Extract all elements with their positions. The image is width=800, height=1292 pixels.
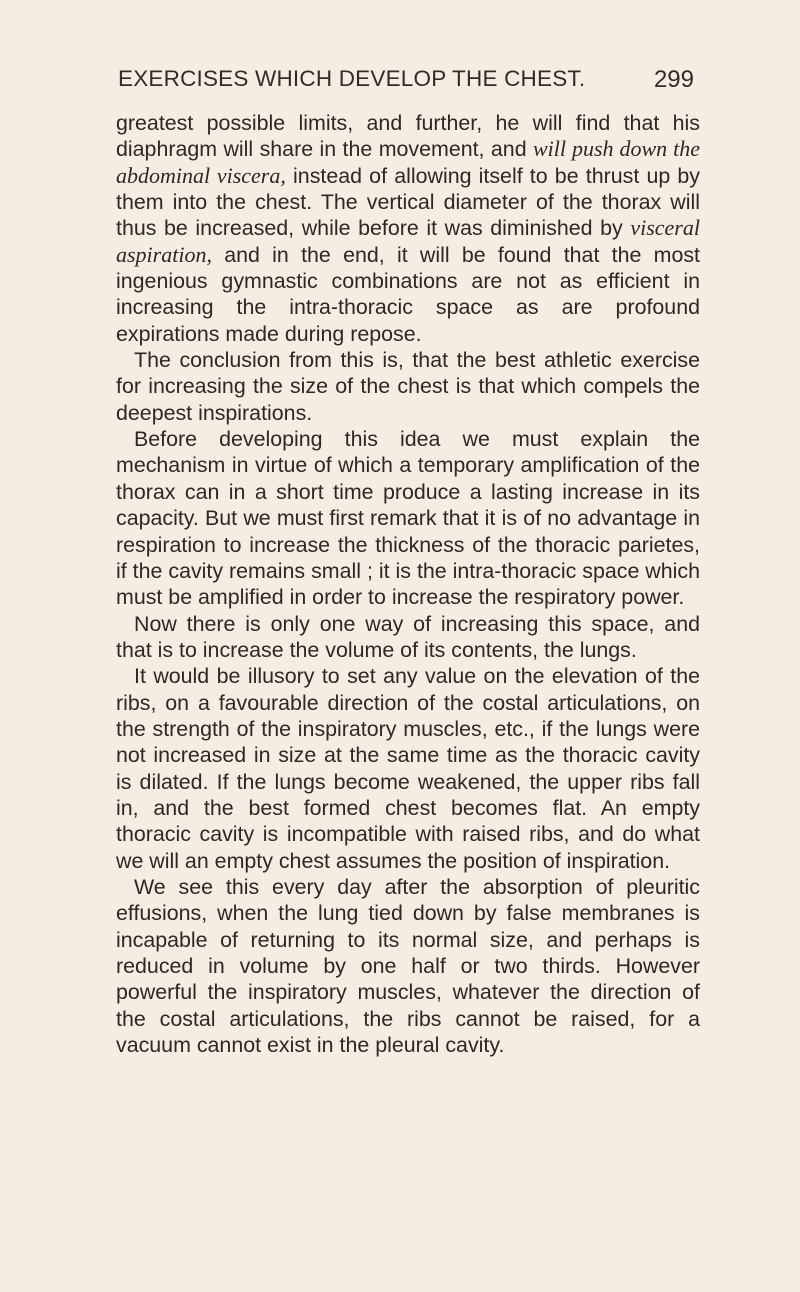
italic-phrase: visceral aspiration,	[116, 215, 700, 267]
text-run: Before developing this idea we must explain the mechanism in virtue of which a temporary amplification of the thorax can in a short time produce a lasting increase in its capacity. But we must first remark that it is of no advantage in respiration to increase the thickness of the thoracic parietes, if the cavity remains small ; it is the intra-thoracic space which must be amplified in order to increase the respiratory power.	[116, 427, 700, 610]
text-run: instead of allowing itself to be thrust up by them into the chest. The vertical diameter of the thorax will thus be increased, while before it was diminished by	[116, 163, 700, 241]
page-number: 299	[653, 66, 694, 93]
running-head	[104, 66, 694, 106]
paragraph	[116, 110, 700, 347]
paragraph	[116, 663, 700, 874]
text-run: The conclusion from this is, that the best athletic exercise for increasing the size of the chest is that which compels the deepest inspirations.	[116, 348, 700, 425]
paragraph	[116, 874, 700, 1058]
text-run: Now there is only one way of increasing this space, and that is to increase the volume of its contents, the lungs.	[116, 611, 700, 662]
text-run: greatest possible limits, and further, he will find that his diaphragm will share in the movement, and	[116, 111, 700, 162]
paragraph	[116, 611, 700, 664]
running-title: EXERCISES WHICH DEVELOP THE CHEST.	[118, 66, 586, 91]
paragraph	[116, 426, 700, 610]
text-run: We see this every day after the absorption of pleuritic effusions, when the lung tied down by false membranes is incapable of returning to its normal size, and perhaps is reduced in volume by one half or two thirds. However powerful the inspiratory muscles, whatever the direction of the costal articulations, the ribs cannot be raised, for a vacuum cannot exist in the pleural cavity.	[116, 874, 700, 1058]
text-run: It would be illusory to set any value on the elevation of the ribs, on a favourable direction of the costal articulations, on the strength of the inspiratory muscles, etc., if the lungs were not increased in size at the same time as the thoracic cavity is dilated. If the lungs become weakened, the upper ribs fall in, and the best formed chest becomes flat. An empty thoracic cavity is incompatible with raised ribs, and do what we will an empty chest assumes the position of inspiration.	[116, 664, 700, 873]
italic-phrase: will push down the abdominal viscera,	[116, 136, 701, 188]
text-run: and in the end, it will be found that the most ingenious gymnastic combinations are not as efficient in increasing the intra-thoracic space as are profound expirations made during repose.	[116, 242, 700, 346]
paragraph	[116, 347, 700, 426]
body-text	[116, 110, 700, 1058]
